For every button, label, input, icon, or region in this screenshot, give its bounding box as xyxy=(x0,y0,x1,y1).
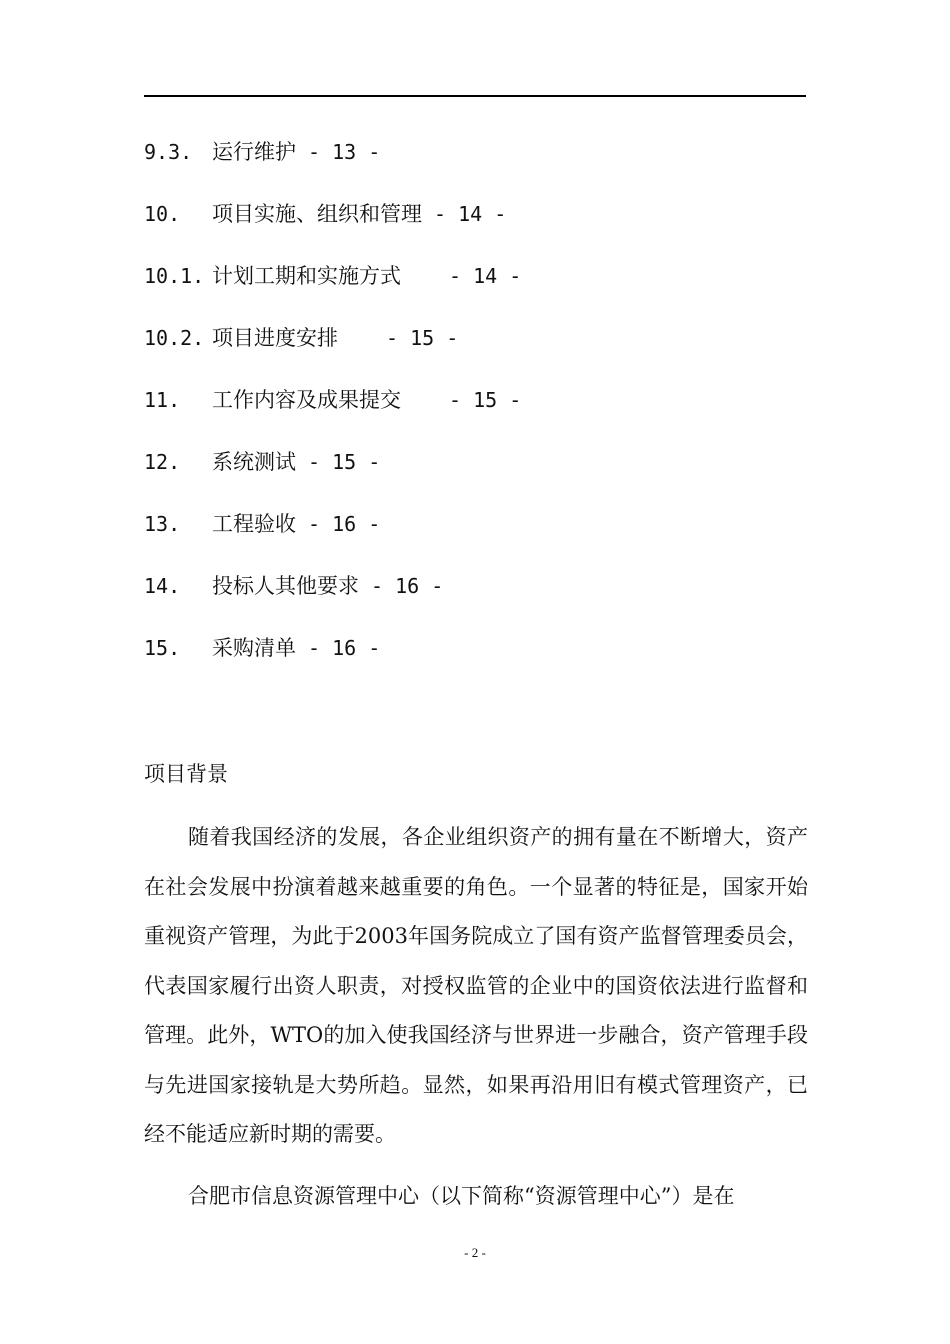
toc-entry-text xyxy=(212,318,458,358)
toc-entry-title: 运行维护 xyxy=(212,140,296,164)
toc-entry-number: 14. xyxy=(144,574,181,598)
toc-entry-page: - 14 - xyxy=(437,264,522,288)
toc-entry-text xyxy=(212,194,506,234)
toc-entry-page: - 16 - xyxy=(308,512,381,536)
toc-entry-page: - 13 - xyxy=(308,140,381,164)
toc-entry-page: - 15 - xyxy=(374,326,459,350)
table-of-contents xyxy=(144,132,806,690)
body-paragraph: 随着我国经济的发展，各企业组织资产的拥有量在不断增大，资产在社会发展中扮演着越来越重要的角色。一个显著的特征是，国家开始重视资产管理，为此于2003年国务院成立了国有资产监督管理委员会，代表国家履行出资人职责，对授权监管的企业中的国资依法进行监督和管理。此外，WTO的加入使我国经济与世界进一步融合，资产管理手段与先进国家接轨是大势所趋。显然，如果再沿用旧有模式管理资产，已经不能适应新时期的需要。 xyxy=(144,825,808,1146)
toc-entry[interactable] xyxy=(144,132,806,194)
toc-entry-text xyxy=(212,380,521,420)
toc-entry-text xyxy=(212,442,380,482)
toc-entry-page: - 14 - xyxy=(434,202,507,226)
toc-entry-page: - 15 - xyxy=(437,388,522,412)
toc-entry-text xyxy=(212,256,521,296)
header-rule xyxy=(144,95,806,97)
toc-entry-title: 采购清单 xyxy=(212,636,296,660)
toc-entry-title: 项目进度安排 xyxy=(212,326,338,350)
toc-entry[interactable] xyxy=(144,628,806,690)
toc-entry-title: 投标人其他要求 xyxy=(212,574,359,598)
toc-entry[interactable] xyxy=(144,256,806,318)
toc-entry[interactable] xyxy=(144,194,806,256)
section-heading: 项目背景 xyxy=(144,762,228,786)
toc-entry-number: 11. xyxy=(144,388,181,412)
toc-entry[interactable] xyxy=(144,504,806,566)
toc-entry[interactable] xyxy=(144,566,806,628)
toc-entry-number: 12. xyxy=(144,450,181,474)
toc-entry-title: 项目实施、组织和管理 xyxy=(212,202,422,226)
toc-entry-text xyxy=(212,504,380,544)
toc-entry-title: 计划工期和实施方式 xyxy=(212,264,401,288)
toc-entry-number: 10.2. xyxy=(144,326,205,350)
toc-entry-page: - 15 - xyxy=(308,450,381,474)
toc-entry-number: 13. xyxy=(144,512,181,536)
toc-entry-number: 15. xyxy=(144,636,181,660)
toc-entry-title: 工作内容及成果提交 xyxy=(212,388,401,412)
toc-entry-number: 10. xyxy=(144,202,181,226)
toc-entry-text xyxy=(212,566,443,606)
toc-entry-text xyxy=(212,628,380,668)
toc-entry-page: - 16 - xyxy=(308,636,381,660)
toc-entry[interactable] xyxy=(144,442,806,504)
page-number: - 2 - xyxy=(464,1245,486,1260)
toc-entry-number: 10.1. xyxy=(144,264,205,288)
body-paragraph: 合肥市信息资源管理中心（以下简称“资源管理中心”）是在 xyxy=(188,1184,735,1208)
toc-entry-text xyxy=(212,132,380,172)
toc-entry[interactable] xyxy=(144,380,806,442)
toc-entry-number: 9.3. xyxy=(144,140,193,164)
toc-entry-title: 工程验收 xyxy=(212,512,296,536)
toc-entry[interactable] xyxy=(144,318,806,380)
toc-entry-page: - 16 - xyxy=(371,574,444,598)
toc-entry-title: 系统测试 xyxy=(212,450,296,474)
